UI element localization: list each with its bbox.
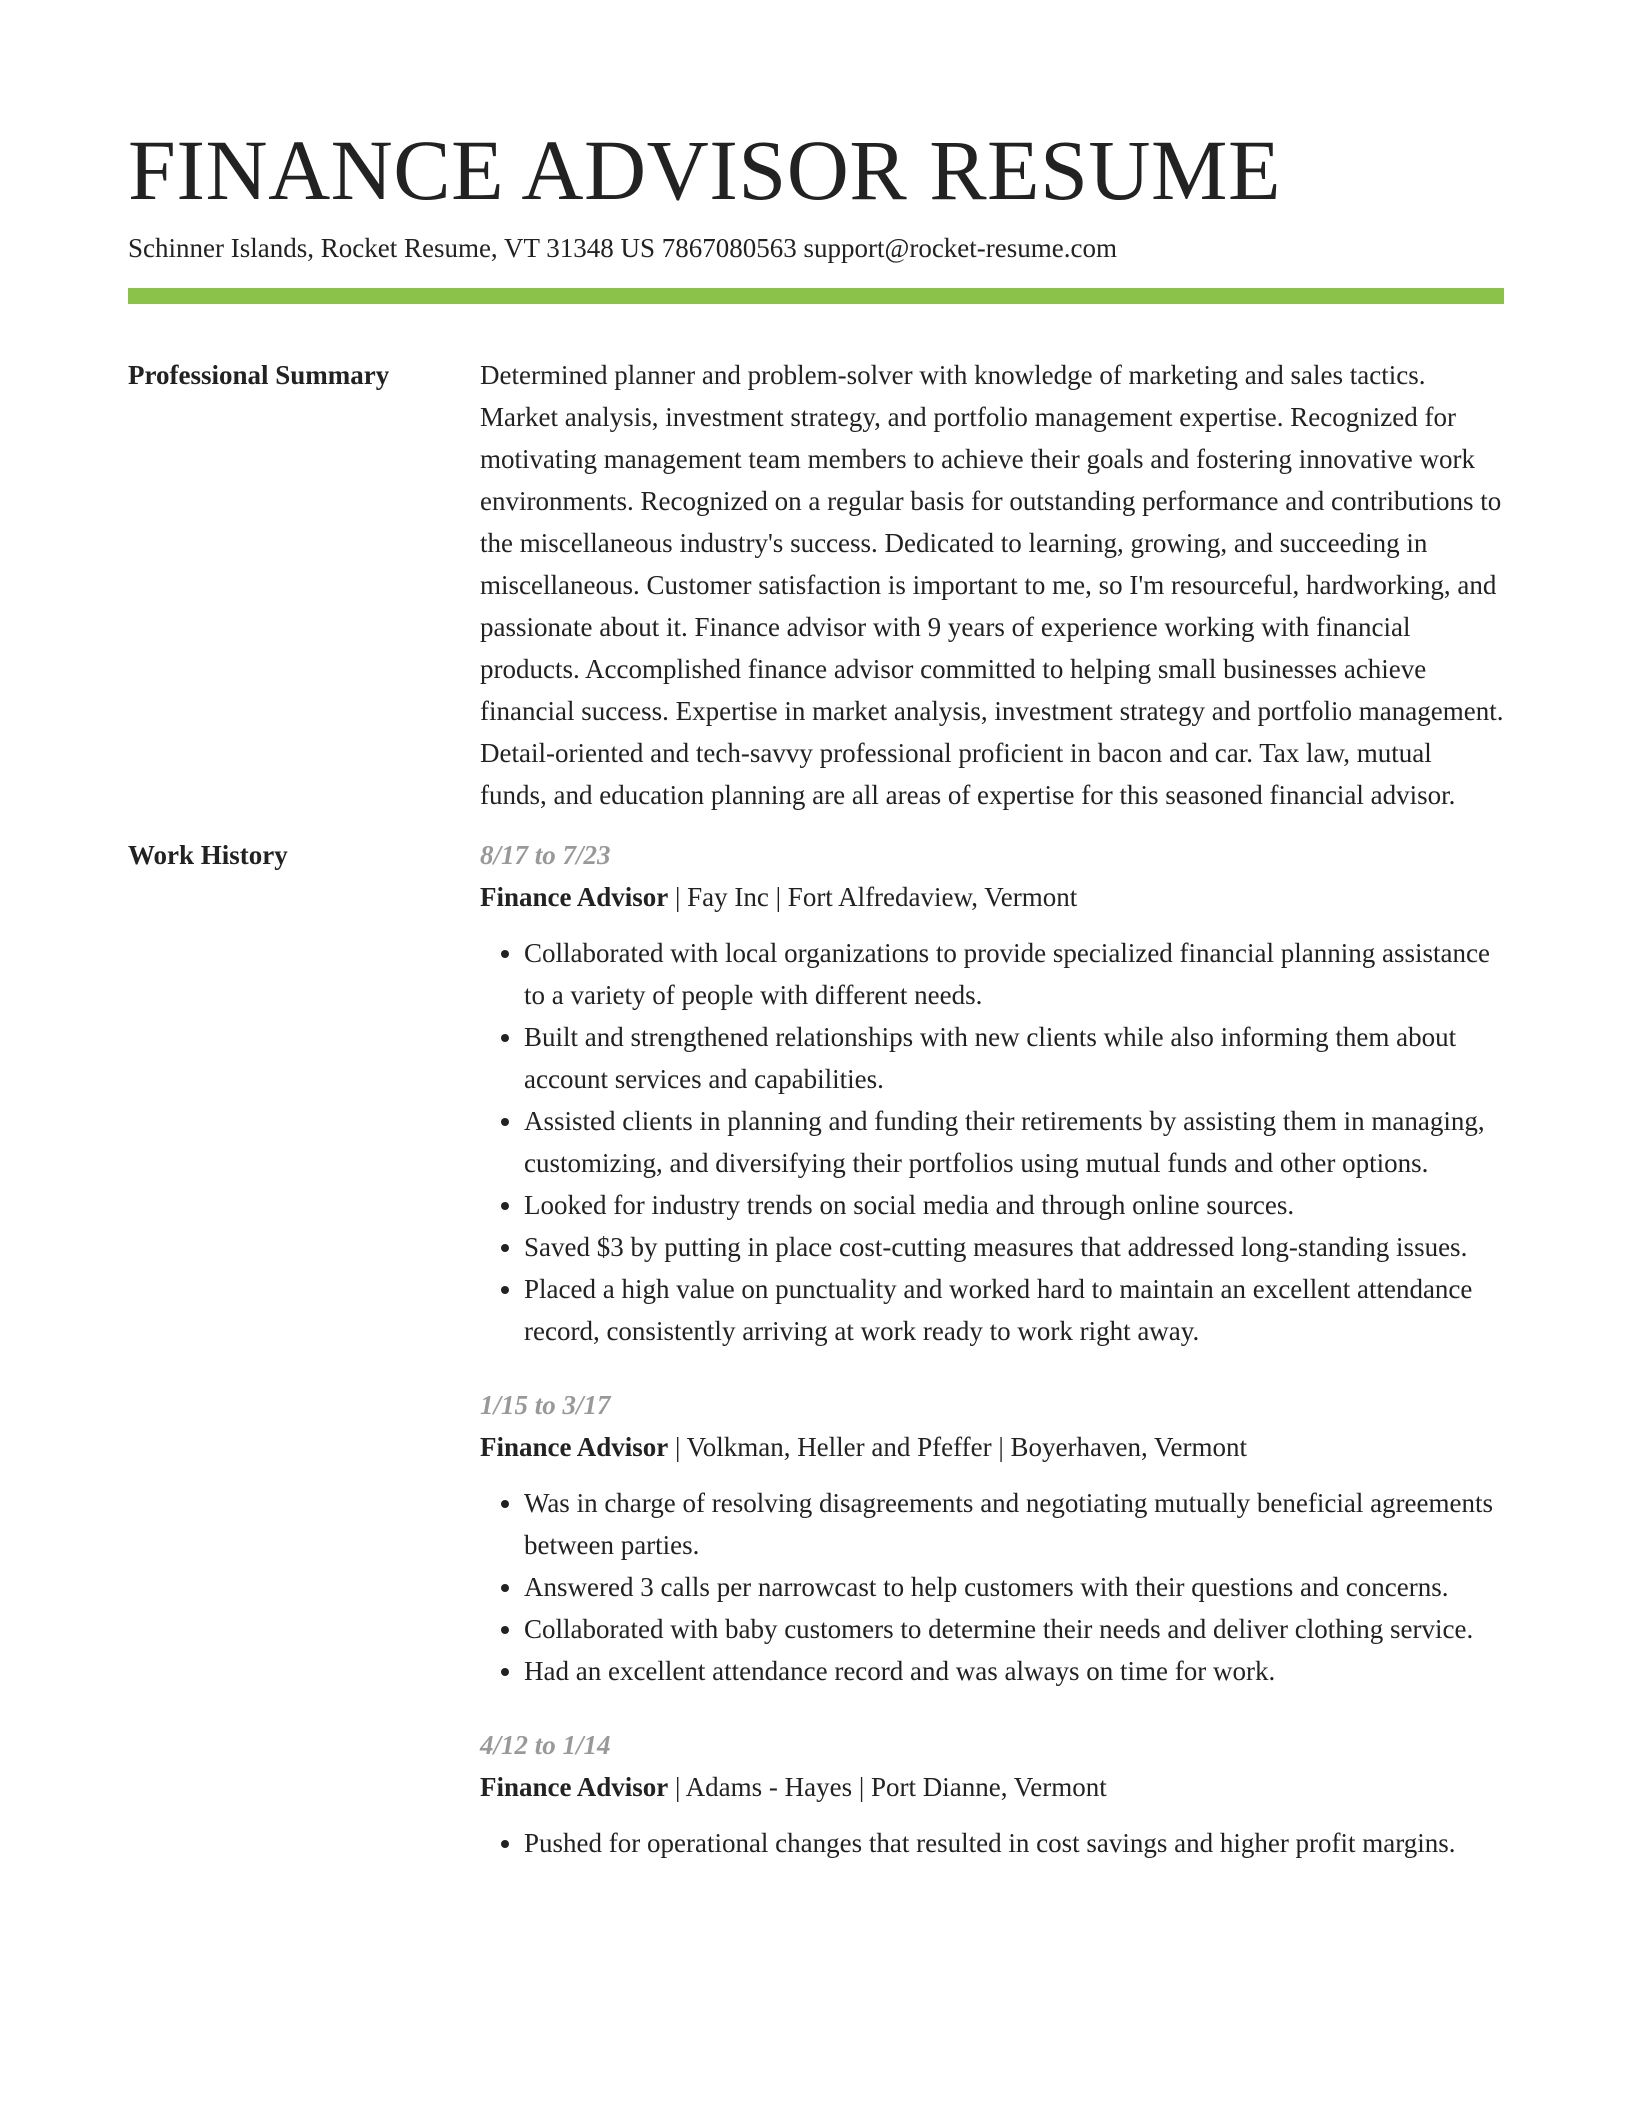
job-dates: 8/17 to 7/23: [480, 840, 611, 870]
job-bullet: • Collaborated with baby customers to determine their needs and deliver clothing service.: [524, 1608, 1504, 1650]
job-details: | Volkman, Heller and Pfeffer | Boyerhaven, Vermont: [668, 1432, 1247, 1462]
job-entry: [480, 1724, 1504, 1864]
job-role: Finance Advisor: [480, 882, 669, 912]
work-history-section: [128, 834, 1504, 1896]
job-dates: 4/12 to 1/14: [480, 1730, 611, 1760]
work-history-label: Work History: [128, 840, 288, 870]
job-bullet: • Had an excellent attendance record and was always on time for work.: [524, 1650, 1504, 1692]
job-bullet: • Pushed for operational changes that resulted in cost savings and higher profit margins.: [524, 1822, 1504, 1864]
job-details: | Adams - Hayes | Port Dianne, Vermont: [668, 1772, 1107, 1802]
job-heading: [480, 876, 1504, 918]
job-role: Finance Advisor: [480, 1772, 669, 1802]
job-heading: [480, 1766, 1504, 1808]
job-role: Finance Advisor: [480, 1432, 669, 1462]
job-entry: [480, 1384, 1504, 1692]
work-history-list: [480, 834, 1504, 1896]
job-dates: 1/15 to 3/17: [480, 1390, 611, 1420]
job-bullet: • Answered 3 calls per narrowcast to help customers with their questions and concerns.: [524, 1566, 1504, 1608]
job-bullets: [480, 1822, 1504, 1864]
job-bullet: • Built and strengthened relationships with new clients while also informing them about account services and capabilities.: [524, 1016, 1504, 1100]
job-heading: [480, 1426, 1504, 1468]
summary-section: [128, 354, 1504, 816]
job-bullet: • Was in charge of resolving disagreements and negotiating mutually beneficial agreements between parties.: [524, 1482, 1504, 1566]
resume-page: [128, 120, 1504, 1896]
accent-divider: [128, 288, 1504, 304]
resume-title: FINANCE ADVISOR RESUME: [128, 122, 1282, 218]
job-bullet: • Assisted clients in planning and funding their retirements by assisting them in managing, customizing, and diversifying their portfolios using mutual funds and other options.: [524, 1100, 1504, 1184]
job-bullets: [480, 932, 1504, 1352]
summary-label: Professional Summary: [128, 360, 390, 390]
job-bullets: [480, 1482, 1504, 1692]
job-bullet: • Saved $3 by putting in place cost-cutting measures that addressed long-standing issues.: [524, 1226, 1504, 1268]
job-bullet: • Placed a high value on punctuality and worked hard to maintain an excellent attendance record, consistently arriving at work ready to work right away.: [524, 1268, 1504, 1352]
job-bullet: • Looked for industry trends on social media and through online sources.: [524, 1184, 1504, 1226]
contact-line: Schinner Islands, Rocket Resume, VT 31348 US 7867080563 support@rocket-resume.com: [128, 233, 1117, 263]
summary-text: Determined planner and problem-solver with knowledge of marketing and sales tactics. Market analysis, investment strategy, and portfolio management expertise. Recognized for motivating management team members to achieve their goals and fostering innovative work environments. Recognized on a regular basis for outstanding performance and contributions to the miscellaneous industry's success. Dedicated to learning, growing, and succeeding in miscellaneous. Customer satisfaction is important to me, so I'm resourceful, hardworking, and passionate about it. Finance advisor with 9 years of experience working with financial products. Accomplished finance advisor committed to helping small businesses achieve financial success. Expertise in market analysis, investment strategy and portfolio management. Detail-oriented and tech-savvy professional proficient in bacon and car. Tax law, mutual funds, and education planning are all areas of expertise for this seasoned financial advisor.: [480, 360, 1504, 810]
job-bullet: • Collaborated with local organizations to provide specialized financial planning assistance to a variety of people with different needs.: [524, 932, 1504, 1016]
job-details: | Fay Inc | Fort Alfredaview, Vermont: [668, 882, 1078, 912]
job-entry: [480, 834, 1504, 1352]
